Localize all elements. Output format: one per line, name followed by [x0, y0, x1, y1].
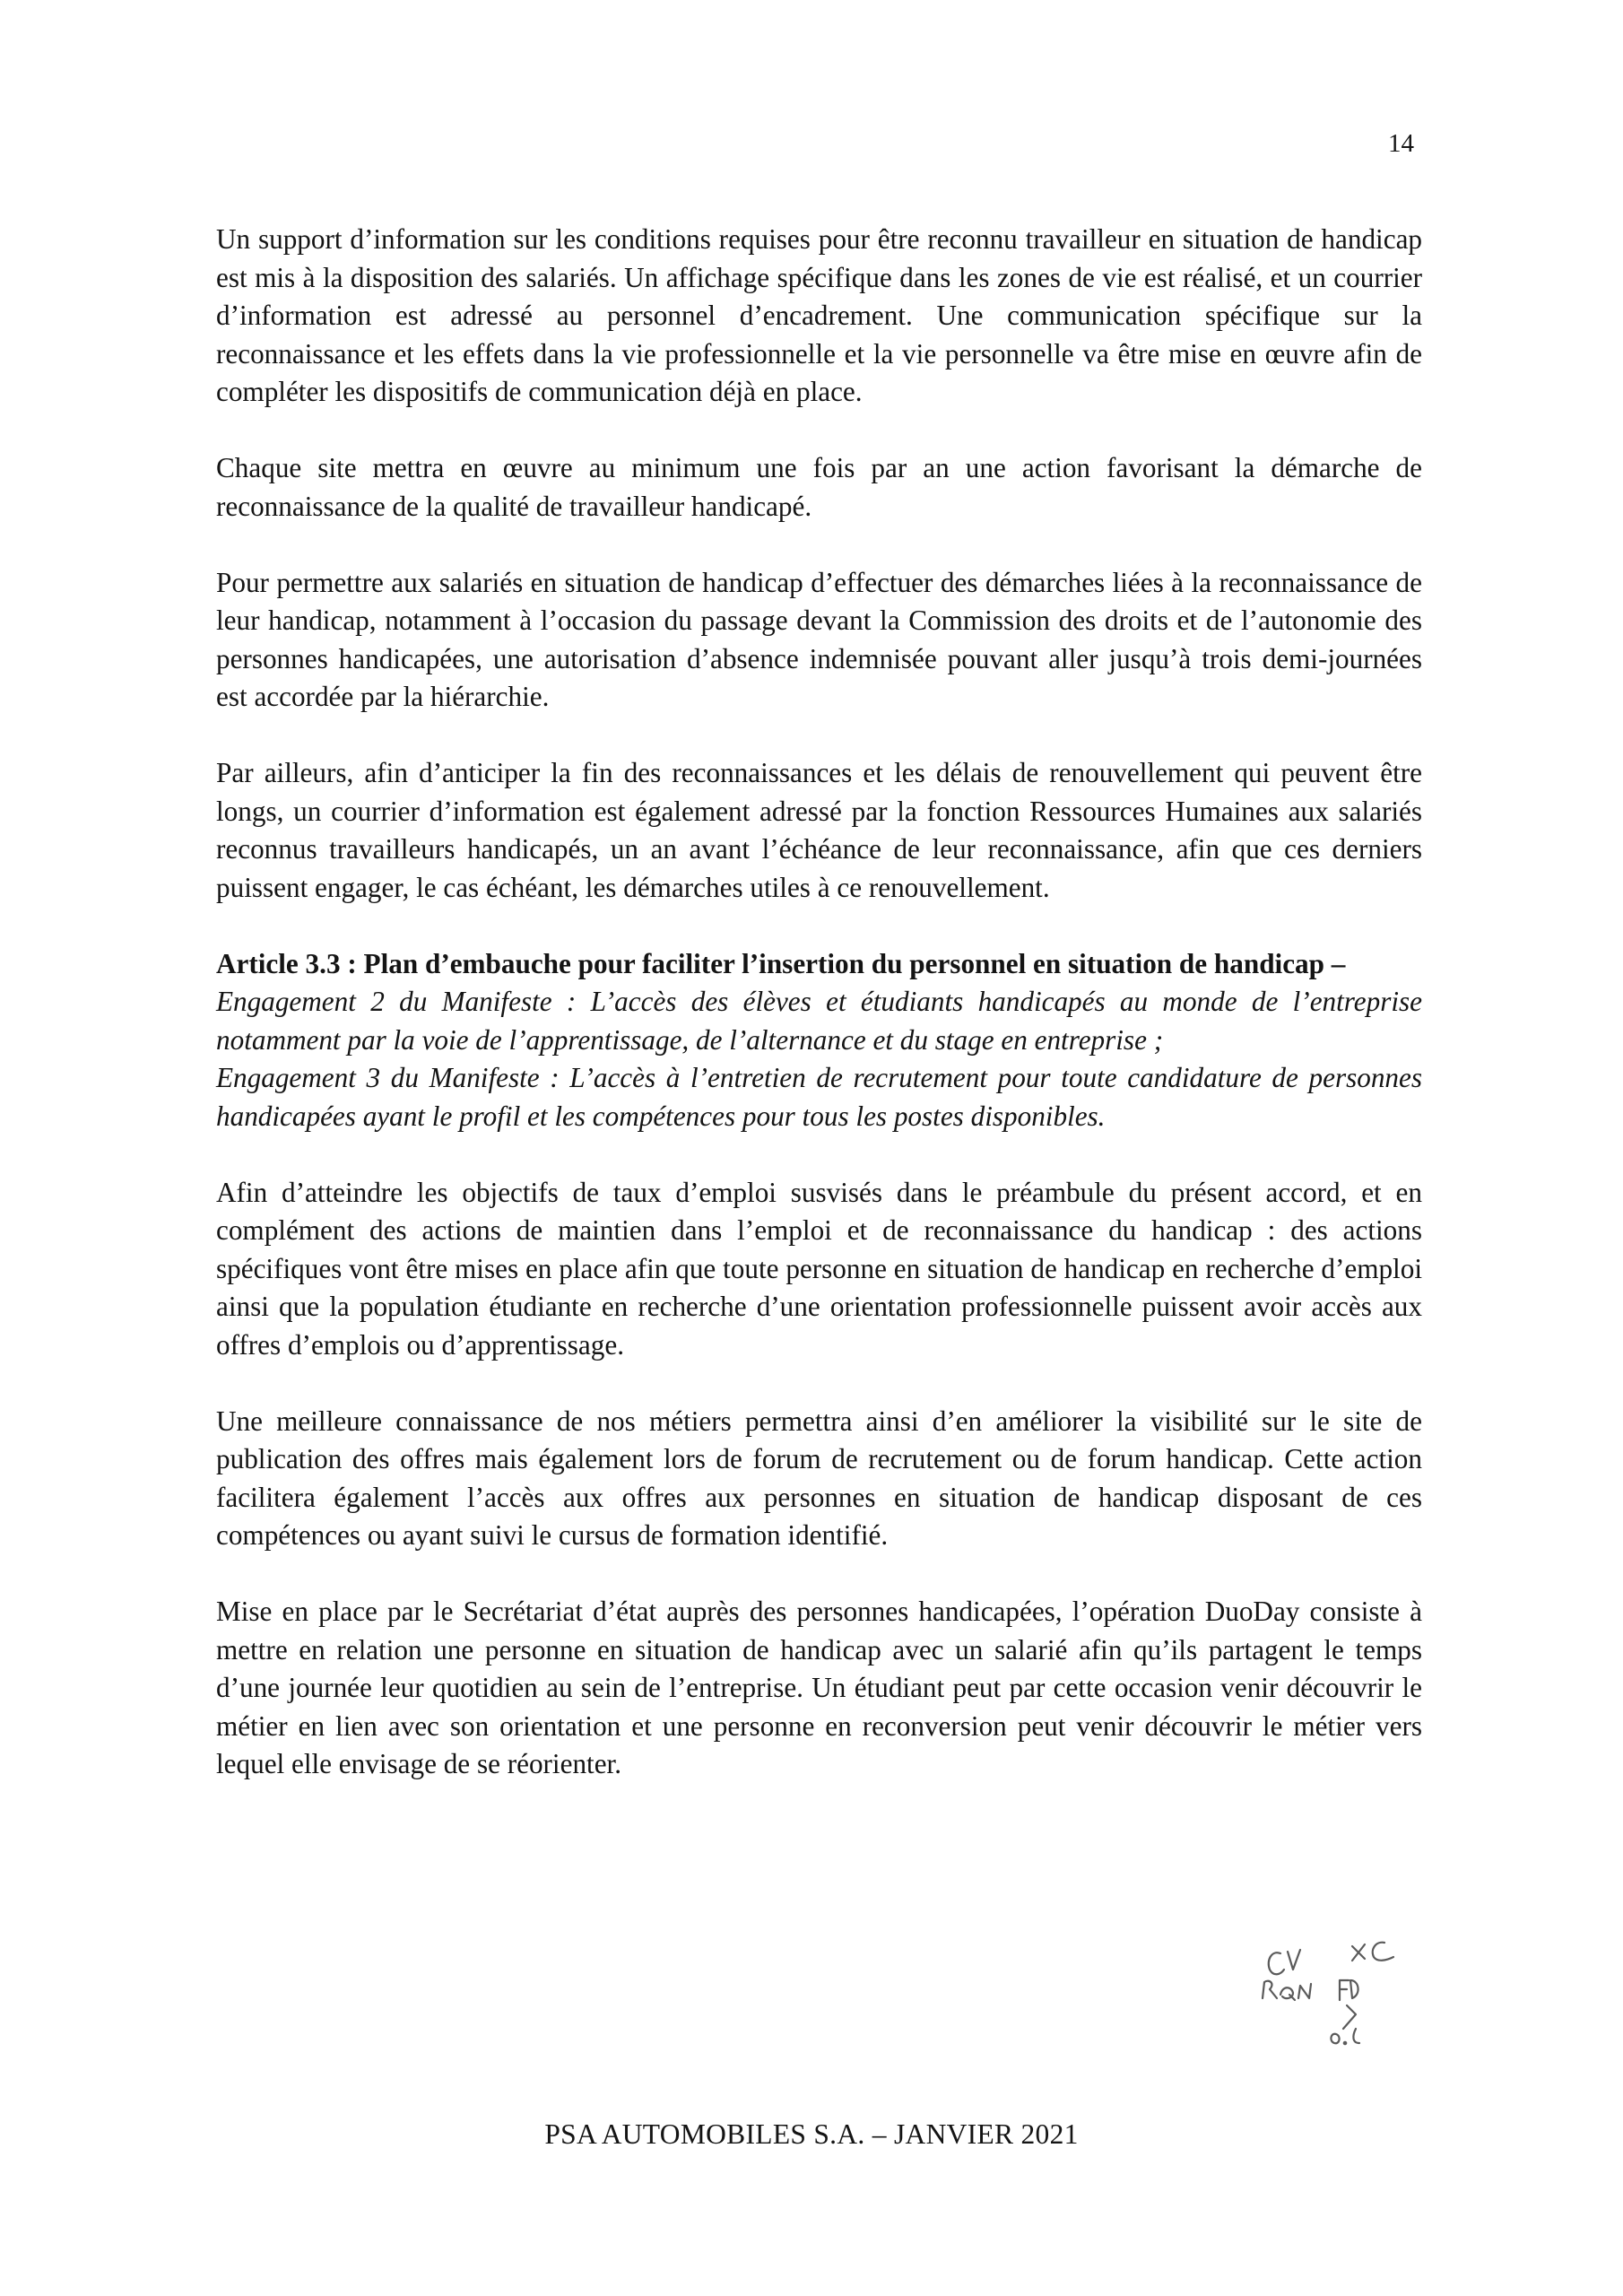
engagement-item: Engagement 3 du Manifeste : L’accès à l’entretien de recrutement pour toute candidature de personnes handicapées ayant le profil et les compétences pour tous les postes disponibles. [216, 1062, 1422, 1132]
paragraph: Par ailleurs, afin d’anticiper la fin des reconnaissances et les délais de renouvellement qui peuvent être longs, un courrier d’information est également adressé par la fonction Ressources Humaines aux salariés reconnus travailleurs handicapés, un an avant l’échéance de leur reconnaissance, afin que ces derniers puissent engager, le cas échéant, les démarches utiles à ce renouvellement. [216, 757, 1422, 903]
footer: PSA AUTOMOBILES S.A. – JANVIER 2021 [544, 2118, 1079, 2150]
paragraph: Un support d’information sur les conditions requises pour être reconnu travailleur en situation de handicap est mis à la disposition des salariés. Un affichage spécifique dans les zones de vie est réalisé, et un courrier d’information est adressé au personnel d’encadrement. Une communication spécifique sur la reconnaissance et les effets dans la vie professionnelle et la vie personnelle va être mise en œuvre afin de compléter les dispositifs de communication déjà en place. [216, 223, 1422, 407]
handwritten-initials [1254, 1928, 1442, 2063]
document-body [216, 221, 1422, 1822]
paragraph: Une meilleure connaissance de nos métiers permettra ainsi d’en améliorer la visibilité sur le site de publication des offres mais également lors de forum de recrutement ou de forum handicap. Cette action facilitera également l’accès aux offres aux personnes en situation de handicap disposant de ces compétences ou ayant suivi le cursus de formation identifié. [216, 1405, 1422, 1551]
paragraph: Chaque site mettra en œuvre au minimum une fois par an une action favorisant la démarche de reconnaissance de la qualité de travailleur handicapé. [216, 452, 1422, 522]
engagement-item: Engagement 2 du Manifeste : L’accès des élèves et étudiants handicapés au monde de l’entreprise notamment par la voie de l’apprentissage, de l’alternance et du stage en entreprise ; [216, 986, 1422, 1056]
paragraph: Afin d’atteindre les objectifs de taux d’emploi susvisés dans le préambule du présent accord, et en complément des actions de maintien dans l’emploi et de reconnaissance du handicap : des actions spécifiques vont être mises en place afin que toute personne en situation de handicap en recherche d’emploi ainsi que la population étudiante en recherche d’une orientation professionnelle puissent avoir accès aux offres d’emplois ou d’apprentissage. [216, 1176, 1422, 1361]
paragraph: Pour permettre aux salariés en situation de handicap d’effectuer des démarches liées à la reconnaissance de leur handicap, notamment à l’occasion du passage devant la Commission des droits et de l’autonomie des personnes handicapées, une autorisation d’absence indemnisée pouvant aller jusqu’à trois demi-journées est accordée par la hiérarchie. [216, 566, 1422, 712]
article-heading: Article 3.3 : Plan d’embauche pour faciliter l’insertion du personnel en situation de handicap – [216, 947, 1346, 979]
page-number: 14 [1388, 129, 1414, 158]
paragraph: Mise en place par le Secrétariat d’état auprès des personnes handicapées, l’opération DuoDay consiste à mettre en relation une personne en situation de handicap avec un salarié afin qu’ils partagent le temps d’une journée leur quotidien au sein de l’entreprise. Un étudiant peut par cette occasion venir découvrir le métier en lien avec son orientation et une personne en reconversion peut venir découvrir le métier vers lequel elle envisage de se réorienter. [216, 1596, 1422, 1779]
